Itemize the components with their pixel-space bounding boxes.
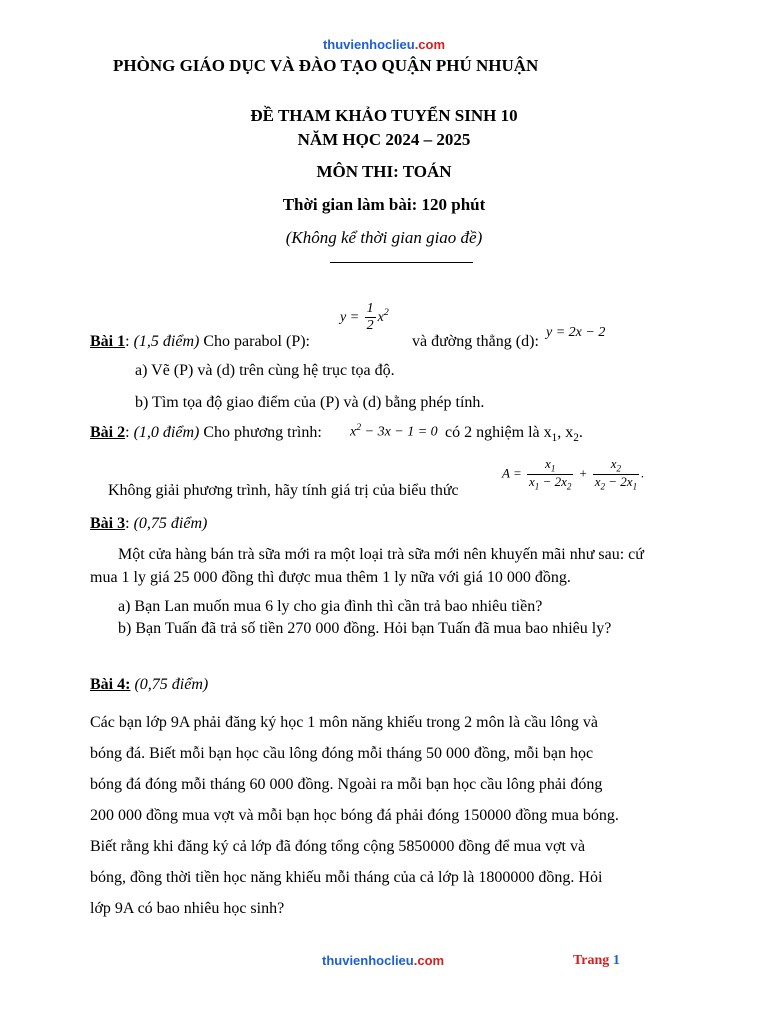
bai2-roots-text [445, 424, 583, 444]
parabol-den: 2 [366, 318, 374, 334]
roots-comma: , x [557, 424, 574, 441]
site-domain: .com [414, 37, 446, 52]
parabol-exp: 2 [383, 307, 389, 319]
eq-exp: 2 [356, 422, 362, 433]
bai3-points: (0,75 điểm) [133, 515, 208, 532]
footer-site-link [322, 953, 444, 968]
expr-fraction-1 [527, 457, 573, 492]
f1-den-sub2: 2 [566, 481, 572, 492]
header-divider [330, 262, 473, 263]
expression-A [502, 457, 644, 492]
f2-den-sub1: 2 [600, 481, 606, 492]
eq-rest: − 3x − 1 = 0 [361, 424, 438, 440]
bai3-item-a: a) Bạn Lan muốn mua 6 ly cho gia đình thì cần trả bao nhiêu tiền? [118, 598, 543, 615]
page-number [573, 953, 620, 969]
parabol-num: 1 [365, 301, 376, 318]
bai1-points: (1,5 điểm) [133, 333, 200, 350]
bai2-label: Bài 2 [90, 424, 126, 441]
duration-text: Thời gian làm bài: 120 phút [282, 195, 486, 214]
bai4-line: bóng đá. Biết mỗi bạn học cầu lông đóng mỗi tháng 50 000 đồng, mỗi bạn học [90, 745, 594, 762]
bai2-heading: Bài 2: (1,0 điểm) Cho phương trình: [90, 424, 322, 441]
f2-den-mid: − 2x [605, 474, 633, 490]
expr-end: . [641, 465, 645, 481]
bai4-points: (0,75 điểm) [134, 676, 209, 693]
f2-num-sub: 2 [616, 463, 622, 474]
school-year: NĂM HỌC 2024 – 2025 [297, 130, 471, 149]
line-equation: y = 2x − 2 [546, 325, 606, 340]
exam-title: ĐỀ THAM KHẢO TUYỂN SINH 10 [250, 106, 518, 125]
f1-num-sub: 1 [550, 463, 556, 474]
bai1-text-a: Cho parabol (P): [203, 333, 310, 350]
eq-x: x [350, 424, 357, 440]
site-name: thuvienhoclieu [322, 37, 415, 52]
f1-den-sub1: 1 [534, 481, 540, 492]
bai1-heading: Bài 1: (1,5 điểm) Cho parabol (P): [90, 333, 310, 350]
roots-period: . [578, 424, 583, 441]
footer-site-domain: .com [413, 953, 445, 968]
bai2-text-a: Cho phương trình: [203, 424, 322, 441]
parabol-lhs: y = [340, 309, 360, 325]
bai4-line: bóng, đồng thời tiền học năng khiếu mỗi tháng của cả lớp là 1800000 đồng. Hỏi [90, 869, 603, 886]
site-header-link [0, 37, 768, 52]
expr-plus: + [578, 465, 588, 481]
footer-site-name: thuvienhoclieu [322, 953, 414, 968]
bai4-line: Biết rằng khi đăng ký cả lớp đã đóng tổng cộng 5850000 đồng để mua vợt và [90, 838, 586, 855]
bai3-para-line1: Một cửa hàng bán trà sữa mới ra một loại trà sữa mới nên khuyến mãi như sau: cứ [118, 546, 644, 563]
f2-den: x [594, 474, 601, 490]
bai4-line: Các bạn lớp 9A phải đăng ký học 1 môn năng khiếu trong 2 môn là cầu lông và [90, 714, 598, 731]
f2-num: x [610, 456, 617, 471]
bai3-label: Bài 3 [90, 515, 126, 532]
department-title: PHÒNG GIÁO DỤC VÀ ĐÀO TẠO QUẬN PHÚ NHUẬN [113, 56, 539, 75]
parabol-fraction [365, 301, 376, 334]
expr-lhs: A = [502, 465, 522, 481]
root-sub2: 2 [573, 432, 579, 445]
bai4-line: bóng đá đóng mỗi tháng 60 000 đồng. Ngoài ra mỗi bạn học cầu lông phải đóng [90, 776, 603, 793]
bai3-item-b: b) Bạn Tuấn đã trả số tiền 270 000 đồng. Hỏi bạn Tuấn đã mua bao nhiêu ly? [118, 620, 612, 637]
bai1-item-a: a) Vẽ (P) và (d) trên cùng hệ trục tọa độ. [135, 362, 395, 379]
root-sub1: 1 [551, 432, 558, 445]
bai1-text-b: và đường thẳng (d): [412, 333, 539, 350]
bai4-heading [90, 676, 208, 694]
parabol-var: x [377, 309, 384, 325]
bai2-points: (1,0 điểm) [133, 424, 200, 441]
page-num: 1 [612, 953, 620, 968]
note-text: (Không kể thời gian giao đề) [285, 228, 483, 247]
f2-den-sub2: 1 [632, 481, 638, 492]
parabol-equation [340, 301, 389, 334]
roots-text: có 2 nghiệm là x [445, 424, 552, 441]
f1-den: x [528, 474, 535, 490]
bai4-line: lớp 9A có bao nhiêu học sinh? [90, 900, 285, 917]
page-label: Trang [573, 953, 613, 968]
bai4-line: 200 000 đồng mua vợt và mỗi bạn học bóng đá phải đóng 150000 đồng mua bóng. [90, 807, 619, 824]
bai3-para-line2: mua 1 ly giá 25 000 đồng thì được mua thêm 1 ly nữa với giá 10 000 đồng. [90, 569, 571, 586]
expr-fraction-2 [593, 457, 639, 492]
f1-num: x [545, 456, 551, 471]
bai1-label: Bài 1 [90, 333, 126, 350]
bai2-line2: Không giải phương trình, hãy tính giá trị của biểu thức [108, 482, 459, 499]
subject-title: MÔN THI: TOÁN [316, 162, 452, 181]
bai3-heading: Bài 3: (0,75 điểm) [90, 515, 208, 532]
quadratic-equation [350, 422, 438, 441]
bai4-label: Bài 4: [90, 676, 131, 693]
bai1-item-b: b) Tìm tọa độ giao điểm của (P) và (d) bằng phép tính. [135, 394, 485, 411]
f1-den-mid: − 2x [539, 474, 567, 490]
